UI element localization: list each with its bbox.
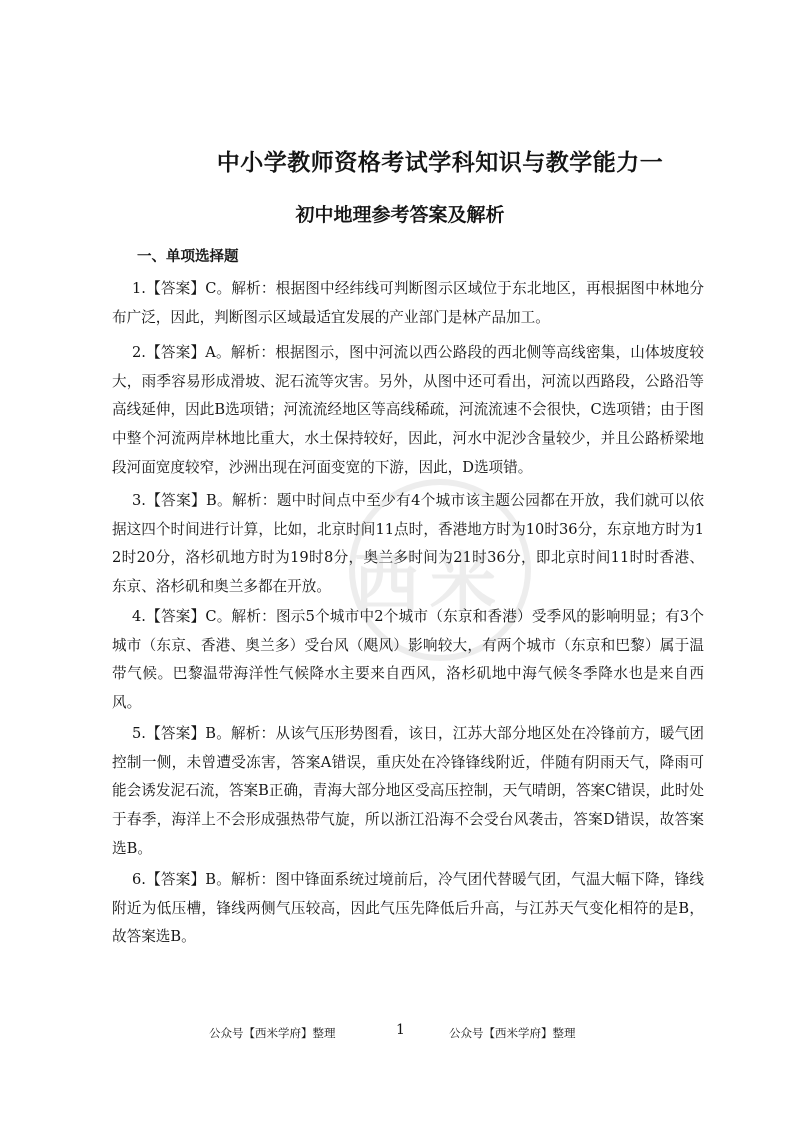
- page-number: 1: [396, 1022, 405, 1038]
- watermark-text: 西米: [354, 545, 506, 622]
- answer-paragraph-1: 1.【答案】C。解析：根据图中经纬线可判断图示区域位于东北地区，再根据图中林地分布广泛，因此，判断图示区域最适宜发展的产业部门是林产品加工。: [112, 280, 704, 326]
- footer-right-credit: 公众号【西米学府】整理: [449, 1026, 576, 1040]
- answer-paragraph-3: 3.【答案】B。解析：题中时间点中至少有4个城市该主题公园都在开放，我们就可以依据这四个时间进行计算，比如，北京时间11点时，香港地方时为10时36分，东京地方时为12时20分，洛杉矶地方时为19时8分，奥兰多时间为21时36分，即北京时间11时时香港、东京、洛杉矶和奥兰多都在开放。: [112, 492, 704, 596]
- section-heading: 一、单项选择题: [137, 249, 239, 265]
- answer-paragraph-4: 4.【答案】C。解析：图示5个城市中2个城市（东京和香港）受季风的影响明显；有3个城市（东京、香港、奥兰多）受台风（飓风）影响较大，有两个城市（东京和巴黎）属于温带气候。巴黎温带海洋性气候降水主要来自西风，洛杉矶地中海气候冬季降水也是来自西风。: [112, 608, 704, 712]
- answer-paragraph-5: 5.【答案】B。解析：从该气压形势图看，该日，江苏大部分地区处在冷锋前方，暖气团控制一侧，未曾遭受冻害，答案A错误，重庆处在冷锋锋线附近，伴随有阴雨天气，降雨可能会诱发泥石流，答案B正确，青海大部分地区受高压控制，天气晴朗，答案C错误，此时处于春季，海洋上不会形成强热带气旋，所以浙江沿海不会受台风袭击，答案D错误，故答案选B。: [112, 725, 704, 857]
- footer-left-credit: 公众号【西米学府】整理: [209, 1026, 336, 1040]
- answer-paragraph-6: 6.【答案】B。解析：图中锋面系统过境前后，冷气团代替暖气团，气温大幅下降，锋线附近为低压槽，锋线两侧气压较高，因此气压先降低后升高，与江苏天气变化相符的是B，故答案选B。: [112, 871, 704, 946]
- document-title: 中小学教师资格考试学科知识与教学能力一: [216, 150, 664, 176]
- document-subtitle: 初中地理参考答案及解析: [295, 204, 505, 226]
- answer-paragraph-2: 2.【答案】A。解析：根据图示，图中河流以西公路段的西北侧等高线密集，山体坡度较大，雨季容易形成滑坡、泥石流等灾害。另外，从图中还可看出，河流以西路段，公路沿等高线延伸，因此B选项错；河流流经地区等高线稀疏，河流流速不会很快，C选项错；由于图中整个河流两岸林地比重大，水土保持较好，因此，河水中泥沙含量较少，并且公路桥梁地段河面宽度较窄，沙洲出现在河面变宽的下游，因此，D选项错。: [112, 344, 704, 476]
- page-footer: [0, 1022, 800, 1044]
